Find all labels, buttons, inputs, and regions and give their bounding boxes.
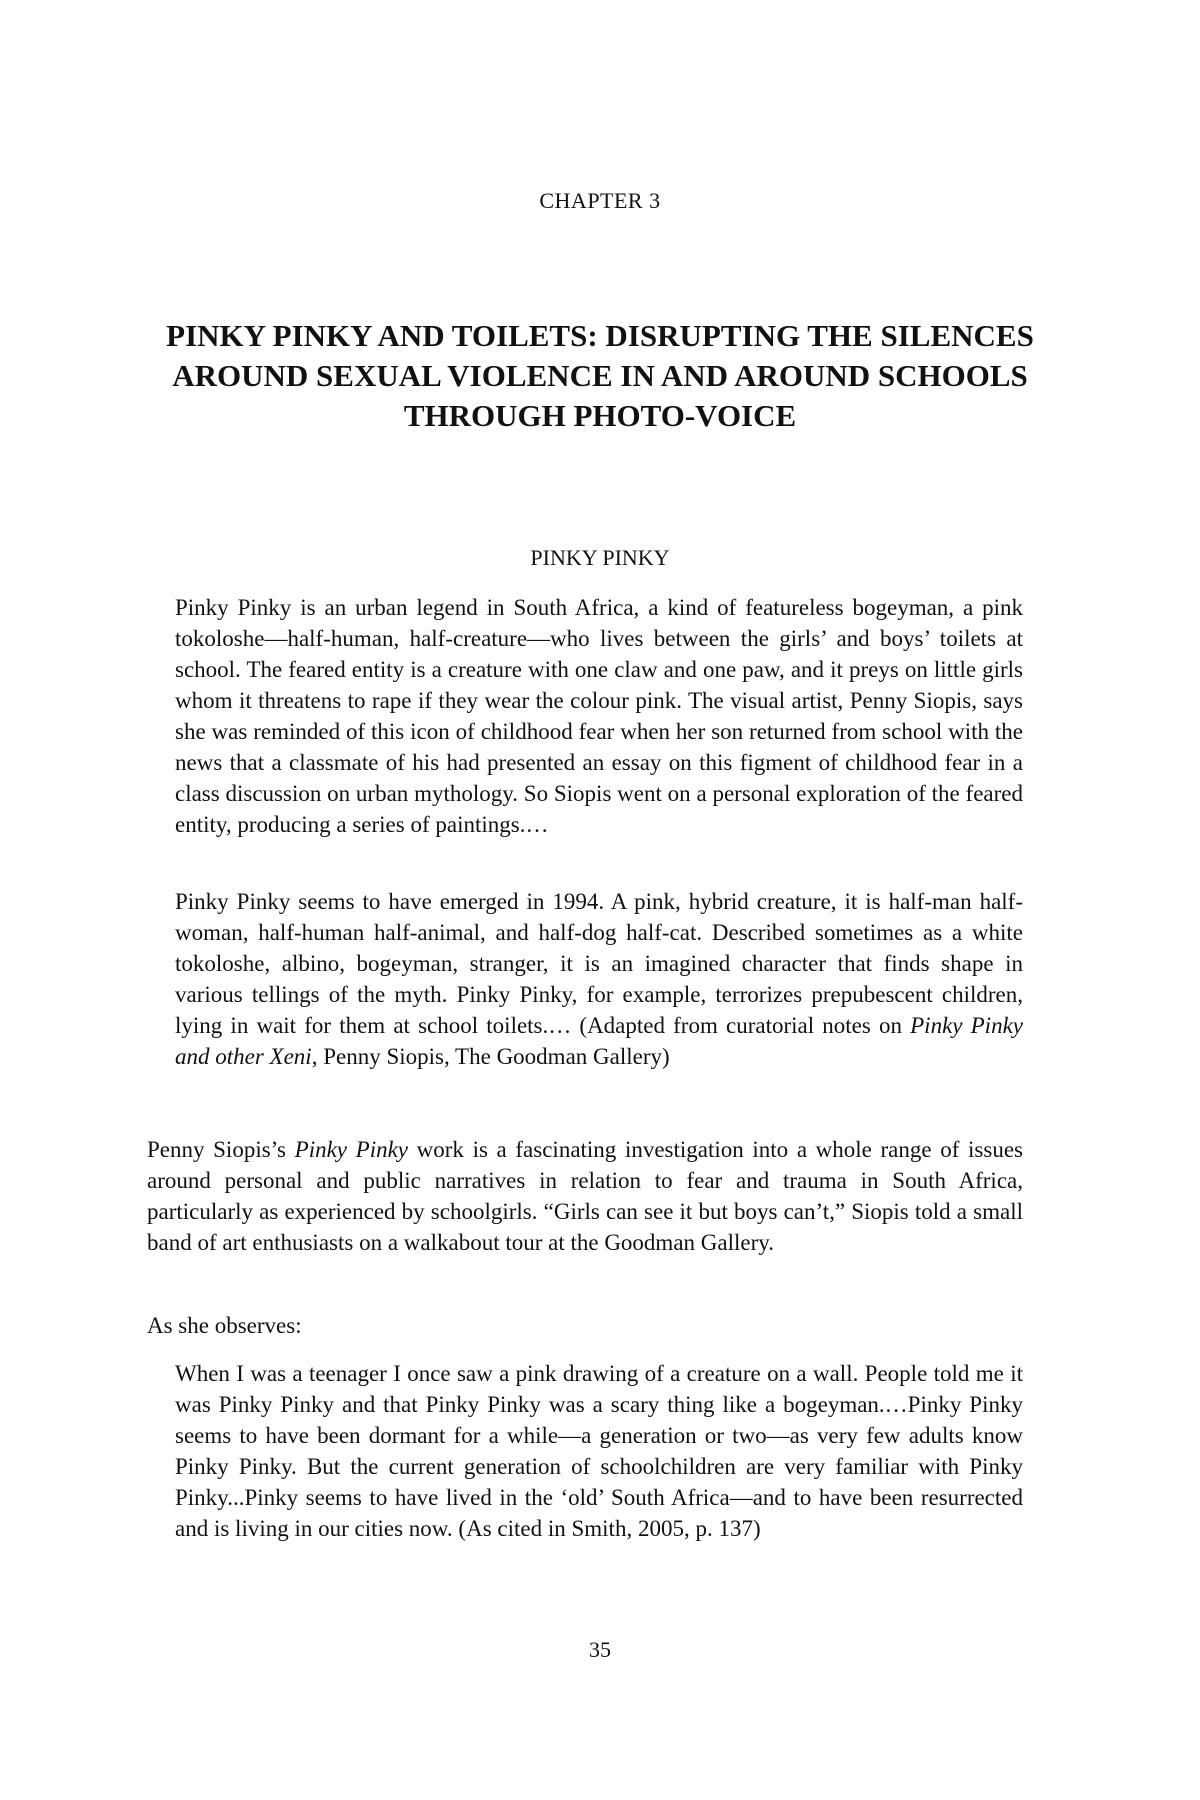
body-1-text-start: Penny Siopis’s xyxy=(147,1137,295,1162)
section-heading: PINKY PINKY xyxy=(530,545,670,570)
quote-2-text: Pinky Pinky seems to have emerged in 1994. A pink, hybrid creature, it is half-man half-woman, half-human half-animal, and half-dog half-cat. Described sometimes as a white tokoloshe, albino, bogeyman, stranger, it is an imagined character that finds shape in various tellings of the myth. Pinky Pinky, for example, terrorizes prepubescent children, lying in wait for them at school toilets.… (Adapted from curatorial notes on xyxy=(175,889,1023,1038)
block-quote-1: Pinky Pinky is an urban legend in South Africa, a kind of featureless bogeyman, a pink tokoloshe—half-human, half-creature—who lives between the girls’ and boys’ toilets at school. The feared entity is a creature with one claw and one paw, and it preys on little girls whom it threatens to rape if they wear the colour pink. The visual artist, Penny Siopis, says she was reminded of this icon of childhood fear when her son returned from school with the news that a classmate of his had presented an essay on this figment of childhood fear in a class discussion on urban mythology. So Siopis went on a personal exploration of the feared entity, producing a series of paintings.… xyxy=(175,595,1023,837)
body-paragraph-2: As she observes: xyxy=(147,1313,302,1338)
quote-2-citation-end: , Penny Siopis, The Goodman Gallery) xyxy=(311,1044,670,1069)
page-number: 35 xyxy=(589,1637,611,1662)
chapter-title: PINKY PINKY AND TOILETS: DISRUPTING THE SILENCES AROUND SEXUAL VIOLENCE IN AND AROUND SCHOOLS THROUGH PHOTO-VOICE xyxy=(166,318,1034,433)
body-paragraph-1 xyxy=(147,1134,1023,1258)
body-1-text-end: work is a fascinating investigation into a whole range of issues around personal and public narratives in relation to fear and trauma in South Africa, particularly as experienced by schoolgirls. “Girls can see it but boys can’t,” Siopis told a small band of art enthusiasts on a walkabout tour at the Goodman Gallery. xyxy=(147,1137,1023,1255)
chapter-label: CHAPTER 3 xyxy=(539,188,661,213)
quote-2-italic-title: Pinky Pinky and other Xeni xyxy=(175,1013,1023,1069)
body-1-italic-title: Pinky Pinky xyxy=(294,1137,409,1162)
block-quote-2 xyxy=(175,886,1023,1072)
block-quote-3: When I was a teenager I once saw a pink drawing of a creature on a wall. People told me it was Pinky Pinky and that Pinky Pinky was a scary thing like a bogeyman.…Pinky Pinky seems to have been dormant for a while—a generation or two—as very few adults know Pinky Pinky. But the current generation of schoolchildren are very familiar with Pinky Pinky...Pinky seems to have lived in the ‘old’ South Africa—and to have been resurrected and is living in our cities now. (As cited in Smith, 2005, p. 137) xyxy=(175,1361,1023,1541)
